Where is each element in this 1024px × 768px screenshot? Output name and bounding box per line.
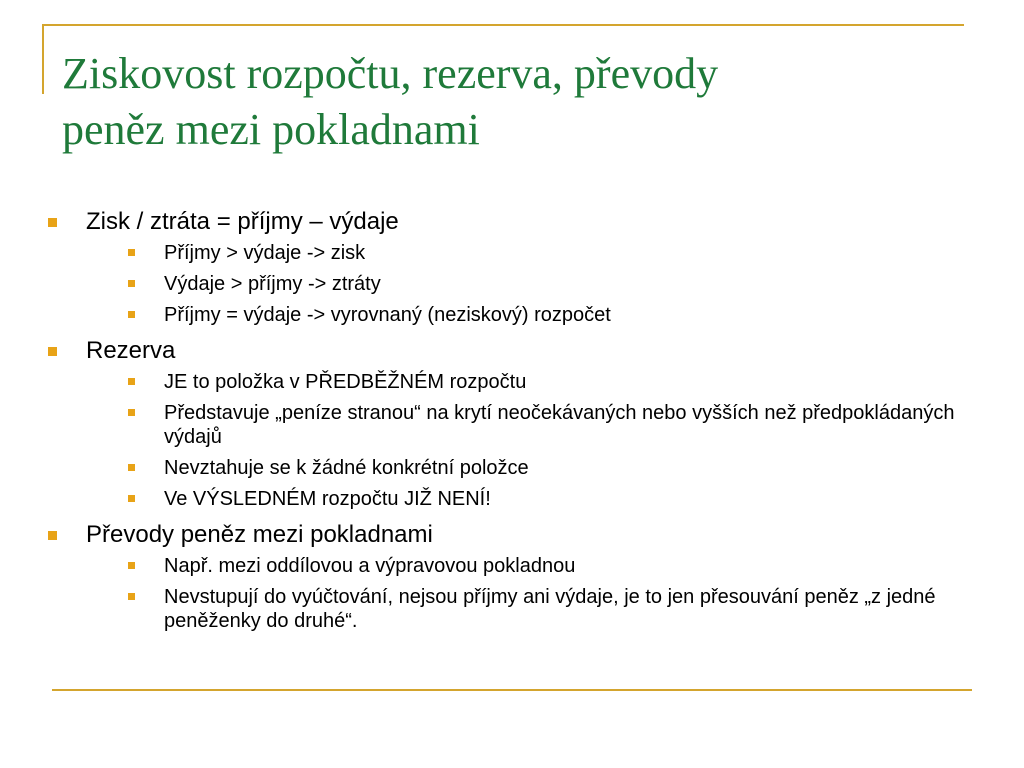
sub-bullet-list (86, 241, 976, 327)
sub-bullet-text: JE to položka v PŘEDBĚŽNÉM rozpočtu (164, 371, 527, 393)
sub-bullet-list (86, 370, 976, 511)
square-bullet-icon (128, 409, 135, 416)
sub-bullet (86, 554, 976, 578)
sub-bullet (86, 303, 976, 327)
sub-bullet (86, 487, 976, 511)
sub-bullet (86, 272, 976, 296)
square-bullet-icon (128, 378, 135, 385)
square-bullet-icon (128, 464, 135, 471)
bottom-rule (52, 689, 972, 691)
square-bullet-icon (48, 347, 57, 356)
square-bullet-icon (128, 249, 135, 256)
sub-bullet-list (86, 554, 976, 633)
bullet-rezerva (46, 334, 976, 511)
bullet-prevody (46, 518, 976, 633)
square-bullet-icon (128, 311, 135, 318)
sub-bullet (86, 585, 976, 633)
bullet-text: Převody peněz mezi pokladnami (86, 521, 433, 548)
slide-body (46, 205, 976, 640)
sub-bullet-text: Nevztahuje se k žádné konkrétní položce (164, 457, 529, 479)
sub-bullet (86, 370, 976, 394)
bullet-zisk (46, 205, 976, 327)
sub-bullet-text: Ve VÝSLEDNÉM rozpočtu JIŽ NENÍ! (164, 488, 491, 510)
square-bullet-icon (128, 280, 135, 287)
left-rule (42, 24, 44, 94)
slide-title (62, 46, 962, 158)
bullet-text: Rezerva (86, 337, 176, 364)
square-bullet-icon (128, 562, 135, 569)
sub-bullet (86, 401, 976, 449)
top-rule (42, 24, 964, 26)
sub-bullet (86, 241, 976, 265)
bullet-list (46, 205, 976, 633)
sub-bullet-text: Příjmy = výdaje -> vyrovnaný (neziskový) rozpočet (164, 304, 611, 326)
bullet-text: Zisk / ztráta = příjmy – výdaje (86, 208, 399, 235)
title-line-1: Ziskovost rozpočtu, rezerva, převody (62, 49, 719, 98)
sub-bullet-text: Např. mezi oddílovou a výpravovou pokladnou (164, 555, 576, 577)
sub-bullet-text: Příjmy > výdaje -> zisk (164, 242, 366, 264)
sub-bullet-text: Nevstupují do vyúčtování, nejsou příjmy ani výdaje, je to jen přesouvání peněz „z jedné peněženky do druhé“. (164, 586, 936, 632)
square-bullet-icon (48, 218, 57, 227)
sub-bullet (86, 456, 976, 480)
square-bullet-icon (128, 495, 135, 502)
sub-bullet-text: Představuje „peníze stranou“ na krytí neočekávaných nebo vyšších než předpokládaných výdajů (164, 402, 955, 448)
square-bullet-icon (128, 593, 135, 600)
title-line-2: peněz mezi pokladnami (62, 105, 480, 154)
sub-bullet-text: Výdaje > příjmy -> ztráty (164, 273, 381, 295)
square-bullet-icon (48, 531, 57, 540)
